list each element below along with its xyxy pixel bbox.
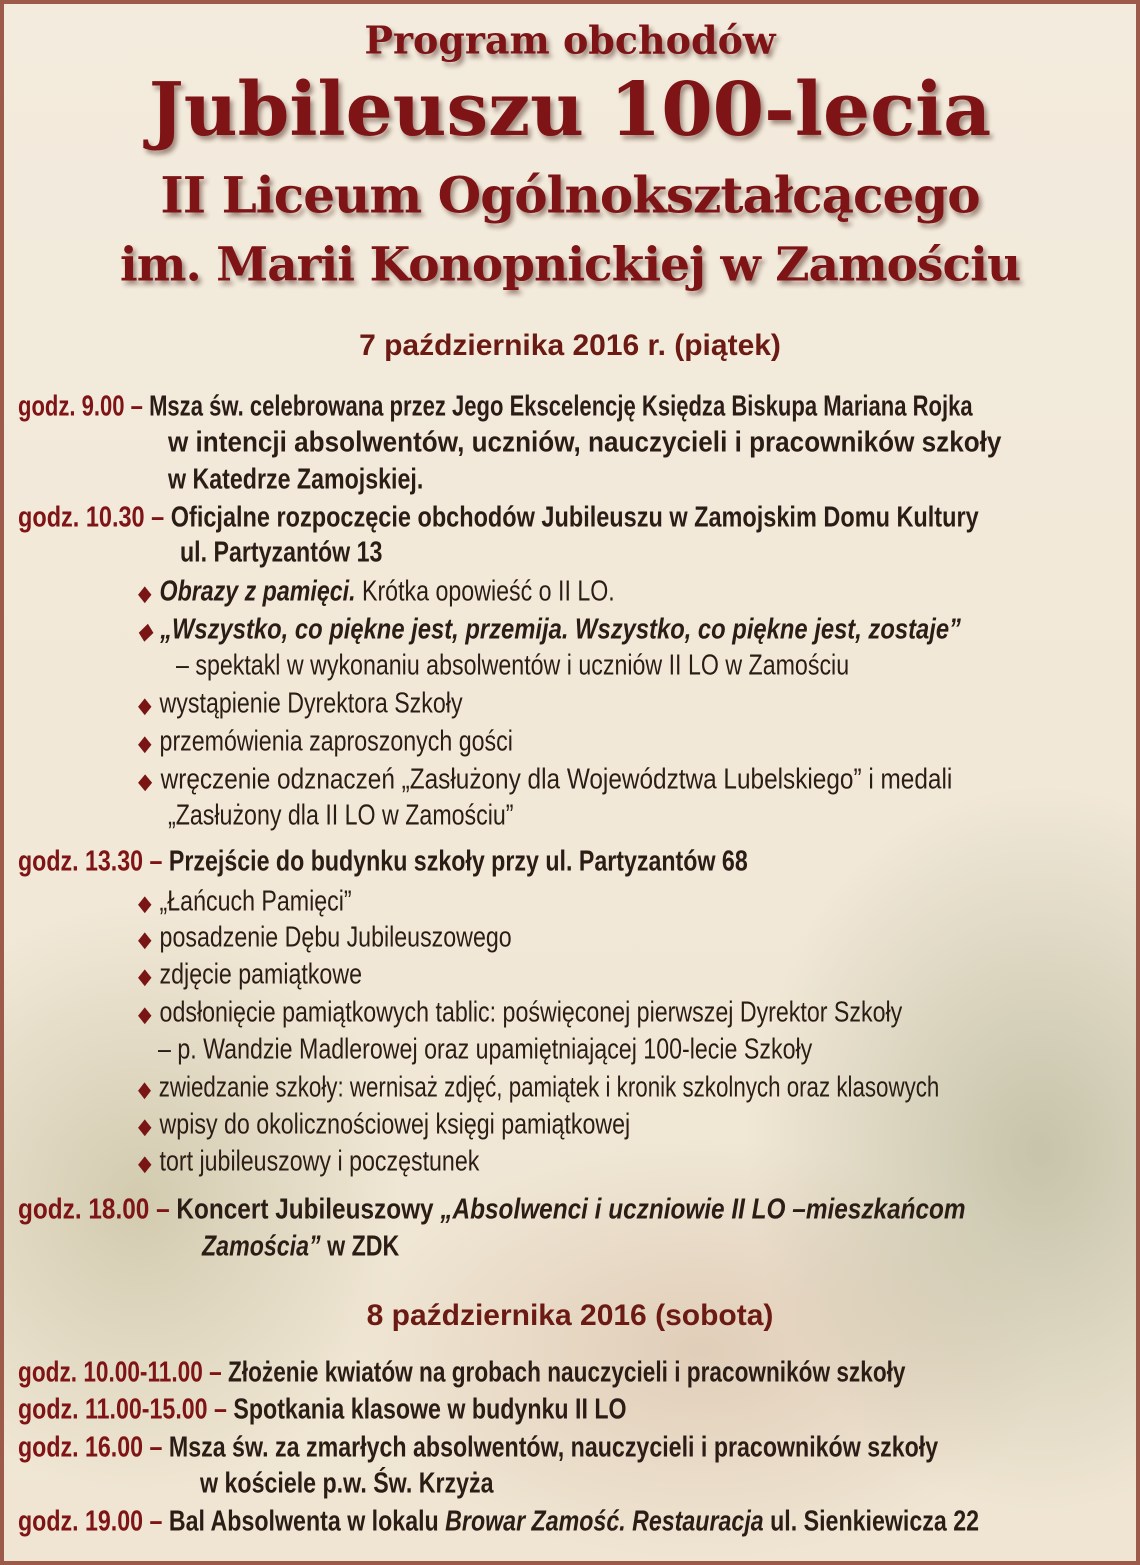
event-text: ul. Partyzantów 13 (180, 536, 383, 569)
event-text: Koncert Jubileuszowy (176, 1193, 441, 1226)
diamond-bullet-icon: ◆ (138, 1113, 152, 1139)
venue-name: Browar Zamość. Restauracja (445, 1505, 764, 1538)
event-title: „Absolwenci i uczniowie II LO –mieszkańcom (440, 1193, 966, 1226)
item-text: odsłonięcie pamiątkowych tablic: poświęconej pierwszej Dyrektor Szkoły (159, 996, 903, 1029)
item-text: „Zasłużony dla II LO w Zamościu” (168, 799, 514, 832)
day2-event-1000 (18, 1357, 906, 1390)
diamond-bullet-icon: ◆ (138, 963, 152, 989)
event-time: godz. 10.00-11.00 – (18, 1356, 222, 1389)
diamond-bullet-icon: ◆ (138, 1150, 152, 1176)
program-heading: Program obchodów (364, 17, 776, 63)
event-text: Msza św. za zmarłych absolwentów, nauczycieli i pracowników szkoły (168, 1431, 939, 1464)
diamond-bullet-icon: ◆ (138, 1076, 152, 1102)
diamond-bullet-icon: ◆ (138, 580, 152, 606)
event-address: ul. Sienkiewicza 22 (763, 1505, 980, 1538)
item-text: tort jubileuszowy i poczęstunek (159, 1145, 480, 1178)
diamond-bullet-icon: ◆ (138, 926, 152, 952)
event-time: godz. 10.30 – (18, 501, 165, 534)
event-text: Msza św. celebrowana przez Jego Ekscelencję Księdza Biskupa Mariana Rojka (149, 390, 973, 423)
event-time: godz. 11.00-15.00 – (18, 1393, 227, 1426)
item-text: zdjęcie pamiątkowe (159, 958, 362, 991)
item-text: posadzenie Dębu Jubileuszowego (159, 921, 512, 954)
item-text: przemówienia zaproszonych gości (159, 725, 513, 758)
event-time: godz. 18.00 – (18, 1193, 170, 1226)
diamond-bullet-icon: ◆ (138, 768, 153, 794)
item-text: „Łańcuch Pamięci” (159, 885, 352, 918)
diamond-bullet-icon: ◆ (138, 730, 152, 756)
event-text: w ZDK (320, 1230, 400, 1263)
event-time: godz. 13.30 – (18, 845, 163, 878)
event-text: w kościele p.w. Św. Krzyża (200, 1467, 494, 1500)
day2-event-1900 (18, 1506, 979, 1539)
item-text: wpisy do okolicznościowej księgi pamiątkowej (159, 1108, 631, 1141)
event-title: Zamościa” (202, 1230, 321, 1263)
item-text: zwiedzanie szkoły: wernisaż zdjęć, pamiątek i kronik szkolnych oraz klasowych (158, 1071, 940, 1104)
school-patron: im. Marii Konopnickiej w Zamościu (119, 237, 1021, 293)
event-text: Przejście do budynku szkoły przy ul. Partyzantów 68 (168, 845, 748, 878)
event-text: Spotkania klasowe w budynku II LO (233, 1393, 627, 1426)
day2-date: 8 października 2016 (sobota) (366, 1299, 774, 1332)
main-title: Jubileuszu 100-lecia (148, 67, 992, 153)
item-text: wystąpienie Dyrektora Szkoły (159, 687, 463, 720)
event-time: godz. 16.00 – (18, 1431, 163, 1464)
item-text: wręczenie odznaczeń „Zasłużony dla Województwa Lubelskiego” i medali (160, 763, 953, 796)
school-name: II Liceum Ogólnokształcącego (160, 165, 980, 225)
item-text: – p. Wandzie Madlerowej oraz upamiętniającej 100-lecie Szkoły (158, 1033, 813, 1066)
event-text: Bal Absolwenta w lokalu (168, 1505, 446, 1538)
item-text: Krótka opowieść o II LO. (355, 575, 615, 608)
event-time: godz. 19.00 – (18, 1505, 163, 1538)
event-time: godz. 9.00 – (18, 390, 143, 423)
diamond-bullet-icon: ◆ (138, 618, 152, 644)
item-text: – spektakl w wykonaniu absolwentów i uczniów II LO w Zamościu (176, 649, 850, 682)
day2-event-1100 (18, 1394, 627, 1427)
diamond-bullet-icon: ◆ (138, 1001, 152, 1027)
diamond-bullet-icon: ◆ (138, 692, 152, 718)
event-text: w Katedrze Zamojskiej. (168, 463, 424, 496)
item-title: Obrazy z pamięci. (159, 575, 356, 608)
event-text: w intencji absolwentów, uczniów, nauczycieli i pracowników szkoły (168, 426, 1002, 459)
diamond-bullet-icon: ◆ (138, 890, 152, 916)
day1-date: 7 października 2016 r. (piątek) (359, 329, 781, 362)
item-text: „Wszystko, co piękne jest, przemija. Wszystko, co piękne jest, zostaje” (160, 613, 961, 646)
event-text: Oficjalne rozpoczęcie obchodów Jubileuszu w Zamojskim Domu Kultury (170, 501, 979, 534)
event-text: Złożenie kwiatów na grobach nauczycieli i pracowników szkoły (227, 1356, 906, 1389)
